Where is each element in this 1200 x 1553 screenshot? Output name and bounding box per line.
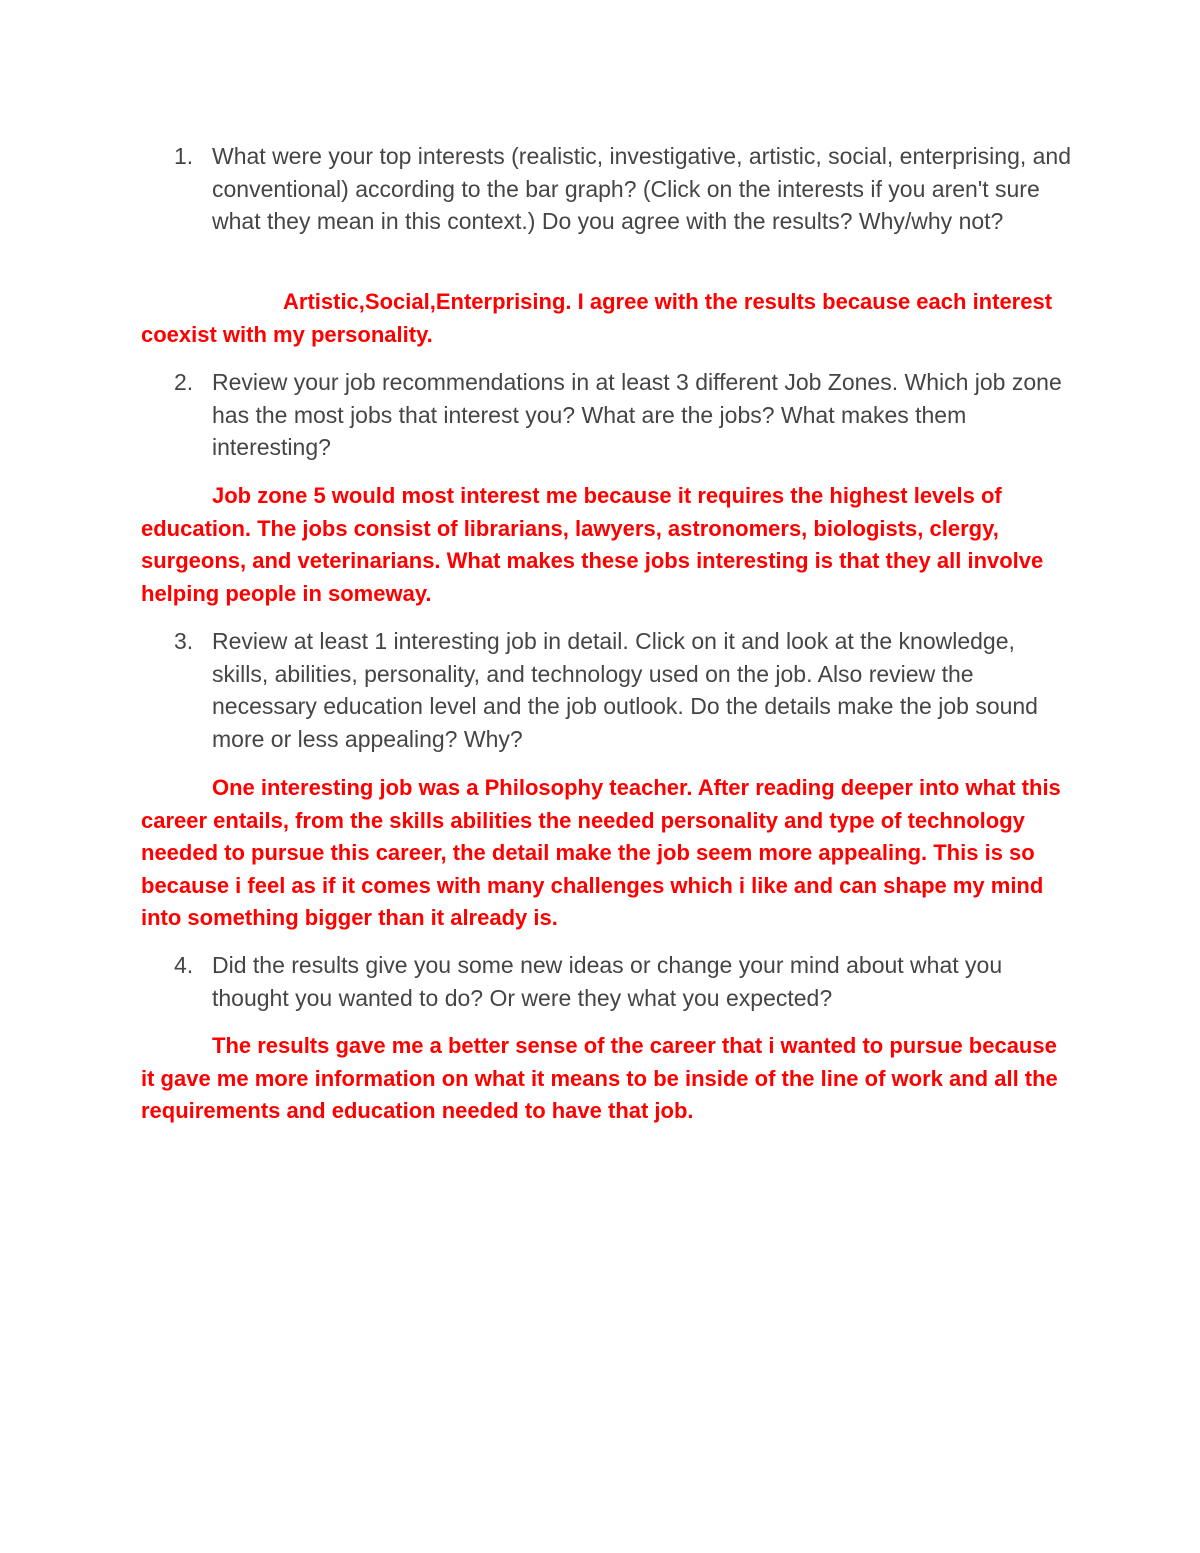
- question-4: [174, 949, 1074, 1014]
- question-text: Did the results give you some new ideas or change your mind about what you thought you wanted to do? Or were they what you expected?: [212, 952, 1003, 1011]
- answer-2: Job zone 5 would most interest me because it requires the highest levels of education. The jobs consist of librarians, lawyers, astronomers, biologists, clergy, surgeons, and veterinarians. What makes these jobs interesting is that they all involve helping people in someway.: [141, 483, 1044, 606]
- answer-4: The results gave me a better sense of the career that i wanted to pursue because it gave me more information on what it means to be inside of the line of work and all the requirements and education needed to have that job.: [141, 1033, 1058, 1123]
- question-number: 1.: [174, 143, 194, 169]
- question-text: Review your job recommendations in at least 3 different Job Zones. Which job zone has the most jobs that interest you? What are the jobs? What makes them interesting?: [212, 369, 1062, 460]
- question-3: [174, 625, 1074, 755]
- answer-3: One interesting job was a Philosophy teacher. After reading deeper into what this career entails, from the skills abilities the needed personality and type of technology needed to pursue this career, the detail make the job seem more appealing. This is so because i feel as if it comes with many challenges which i like and can shape my mind into something bigger than it already is.: [141, 775, 1061, 930]
- question-number: 3.: [174, 628, 194, 654]
- question-text: What were your top interests (realistic, investigative, artistic, social, enterprising, and conventional) according to the bar graph? (Click on the interests if you aren't sure what they mean in this context.) Do you agree with the results? Why/why not?: [212, 143, 1072, 234]
- question-number: 2.: [174, 369, 194, 395]
- question-text: Review at least 1 interesting job in detail. Click on it and look at the knowledge, skills, abilities, personality, and technology used on the job. Also review the necessary education level and the job outlook. Do the details make the job sound more or less appealing? Why?: [212, 628, 1038, 752]
- answer-1: Artistic,Social,Enterprising. I agree with the results because each interest coexist with my personality.: [141, 289, 1053, 347]
- question-2: [174, 366, 1074, 464]
- question-number: 4.: [174, 952, 194, 978]
- question-1: [174, 140, 1074, 238]
